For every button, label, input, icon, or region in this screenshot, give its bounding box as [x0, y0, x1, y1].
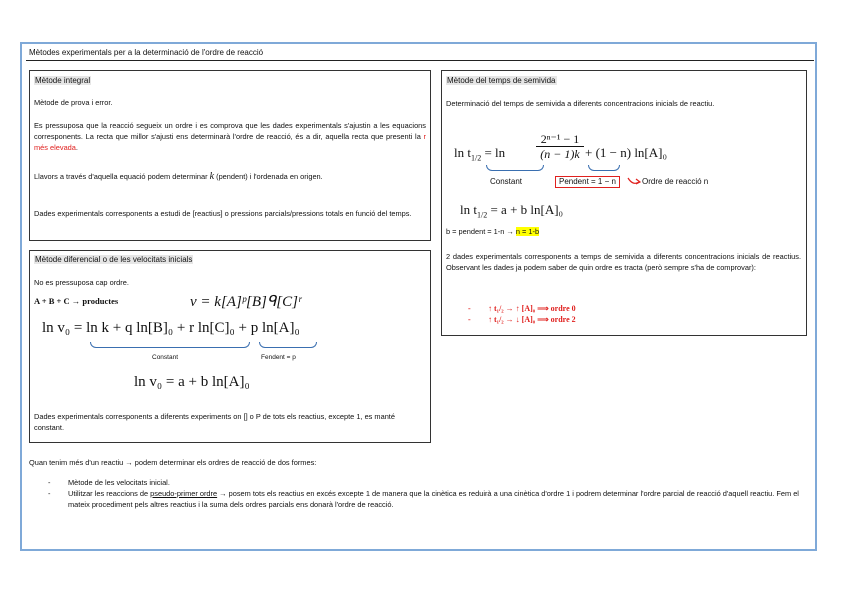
linear-equation: ln v₀ = a + b ln[A]₀	[134, 374, 250, 390]
half-life-fraction: 2ⁿ⁻¹ − 1 (n − 1)k	[536, 133, 584, 161]
half-life-constant-label: Constant	[490, 177, 523, 186]
r-elevada: r més elevada	[34, 132, 426, 152]
list-item: - Utilitzar les reaccions de pseudo-primer ordre → posem tots els reactius en excés excepte 1 de manera que la cinètica es reduirà a una cinètica d'ordre 1 i podrem determinar l'ordre parcial de reacció d'aquell reactiu. Fem el mateix procediment pels altres reactius i la suma dels ordres parcials ens donarà l'ordre de reacció.	[48, 488, 800, 510]
bottom-list	[48, 477, 800, 510]
red-arrow-icon	[627, 176, 641, 188]
differential-heading: Mètode diferencial o de les velocitats inicials	[35, 255, 193, 264]
pendent-bracket	[259, 342, 317, 348]
integral-p3: Llavors a través d'aquella equació podem determinar k (pendent) i l'ordenada en origen.	[34, 171, 323, 182]
constant-label: Constant	[152, 354, 179, 361]
integral-p2: Es pressuposa que la reacció segueix un ordre i es comprova que les dades experimentals s'ajustin a les equacions corresponents. La recta que millor s'ajusti ens determinarà l'ordre de reacció, és a dir, aquella recta que presenti la r més elevada.	[34, 121, 426, 152]
integral-p4: Dades experimentals corresponents a estudi de [reactius] o pressions parcials/pressions totals en funció del temps.	[34, 209, 412, 218]
bottom-intro: Quan tenim més d'un reactiu → podem determinar els ordres de reacció de dos formes:	[29, 458, 317, 467]
differential-p-last: Dades experimentals corresponents a diferents experiments on [] o P de tots els reactius, excepte 1, es manté constant.	[34, 412, 395, 432]
list-item: - ↑ t₁/₂ → ↓ [A]₀ ⟹ ordre 2	[468, 314, 576, 325]
list-item: - ↑ t₁/₂ → ↑ [A]₀ ⟹ ordre 0	[468, 303, 576, 314]
reaction-equation: A + B + C → productes	[34, 296, 119, 306]
half-life-heading: Mètode del temps de semivida	[447, 76, 556, 85]
slope-term: p ln[A]₀	[250, 320, 300, 336]
half-life-equation-left: $\ln t_{1/2} = \ln$	[454, 145, 506, 163]
half-life-linear-equation: $\ln t_{1/2} = a + b$ ln[A]₀	[460, 202, 564, 220]
integral-method-box	[29, 70, 431, 241]
constant-terms: ln k + q ln[B]₀ + r ln[C]₀	[86, 320, 235, 336]
rate-equation: v = k[A]ᵖ[B]ᑫ[C]ʳ	[190, 294, 302, 310]
ln-v0-equation: ln v₀ = ln k + q ln[B]₀ + r ln[C]₀ + p ln[A]₀	[42, 320, 300, 336]
constant-bracket	[90, 342, 250, 348]
page-title: Mètodes experimentals per a la determinació de l'ordre de reacció	[29, 48, 264, 57]
half-life-pendent-label: Pendent = 1 − n	[555, 176, 620, 188]
integral-heading: Mètode integral	[35, 76, 91, 85]
title-underline	[26, 60, 814, 61]
pendent-label: Fendent = p	[261, 354, 296, 361]
differential-p1: No es pressuposa cap ordre.	[34, 278, 129, 287]
differential-method-box	[29, 250, 431, 443]
half-life-p2: 2 dades experimentals corresponents a temps de semivida a diferents concentracions inicials de reactius. Observant les dades ja podem saber de quin ordre es tracta (però sempre s'ha de comprovar):	[446, 252, 801, 272]
ordre-reaccio-label: Ordre de reacció n	[642, 177, 709, 186]
half-life-pendent-bracket	[588, 165, 620, 171]
half-life-equation-right: + (1 − n) ln[A]₀	[585, 145, 668, 160]
pseudo-first-order-term: pseudo-primer ordre	[150, 489, 218, 498]
half-life-p1: Determinació del temps de semivida a diferents concentracions inicials de reactiu.	[446, 99, 715, 108]
slope-relation: b = pendent = 1-n → n = 1-b	[446, 227, 540, 236]
half-life-method-box	[441, 70, 807, 336]
list-item: - Mètode de les velocitats inicial.	[48, 477, 800, 488]
order-result-highlight: n = 1-b	[515, 227, 540, 236]
half-life-order-list	[468, 303, 576, 325]
half-life-constant-bracket	[486, 165, 544, 171]
integral-p1: Mètode de prova i error.	[34, 98, 113, 107]
